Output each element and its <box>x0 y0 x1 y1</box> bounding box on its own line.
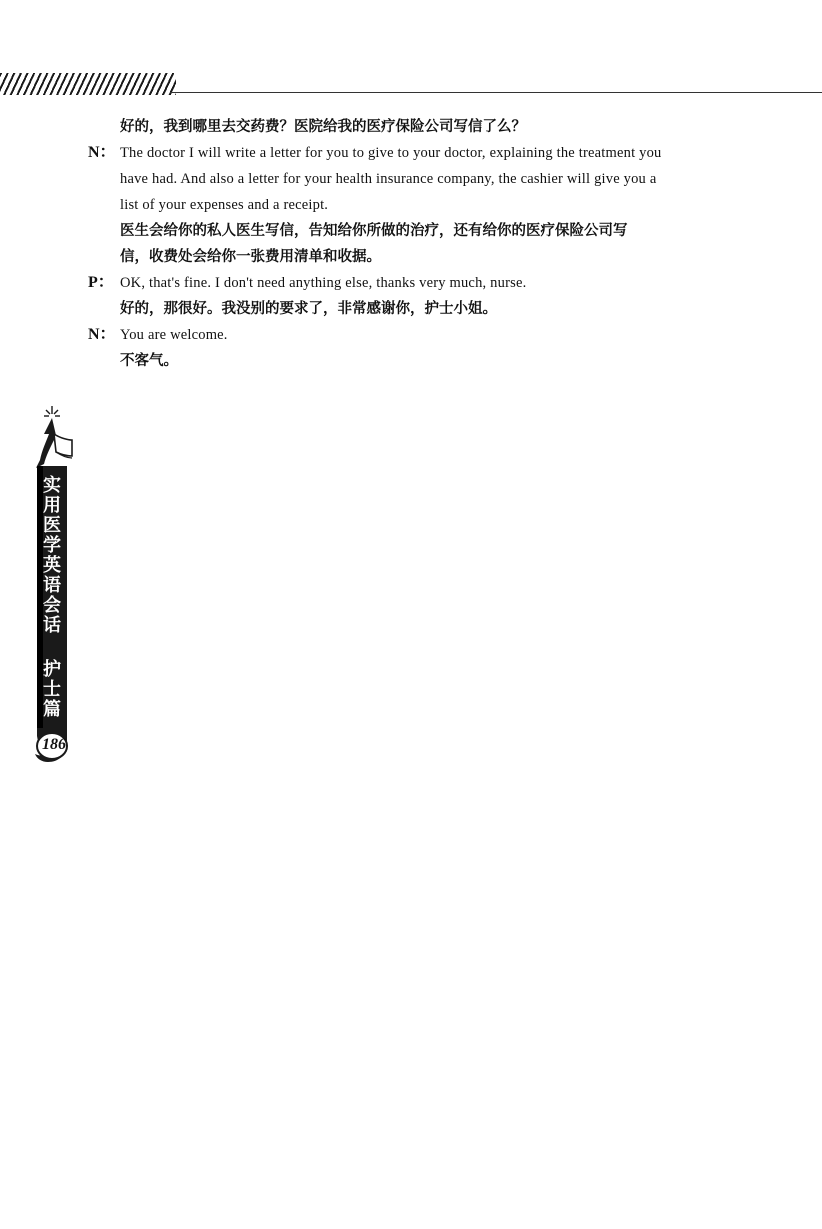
book-subtitle-vertical: 护士篇 <box>43 659 61 720</box>
english-line-1: OK, that's fine. I don't need anything else, thanks very much, nurse. <box>120 275 527 291</box>
dialogue-turn-nurse <box>88 140 748 218</box>
english-line <box>120 270 748 296</box>
cn-translation: 好的，我到哪里去交药费？医院给我的医疗保险公司写信了么？ <box>120 119 526 135</box>
speaker-label: N： <box>88 326 116 343</box>
book-title-vertical: 实用医学英语会话 <box>43 475 61 636</box>
english-line <box>120 140 748 218</box>
english-line-3: list of your expenses and a receipt. <box>120 197 329 213</box>
cn-translation: 好的，那很好。我没别的要求了，非常感谢你，护士小姐。 <box>120 301 497 317</box>
english-line-1: The doctor I will write a letter for you to give to your doctor, explaining the treatment you <box>120 145 662 161</box>
cn-translation: 不客气。 <box>120 353 178 369</box>
side-tab <box>30 404 78 774</box>
english-line-2: have had. And also a letter for your health insurance company, the cashier will give you a <box>120 171 657 187</box>
cn-translation: 医生会给你的私人医生写信，告知给你所做的治疗，还有给你的医疗保险公司写 <box>120 223 628 239</box>
page-number: 186 <box>42 736 66 753</box>
english-line <box>120 322 748 348</box>
cn-translation: 信，收费处会给你一张费用清单和收据。 <box>120 249 381 265</box>
speaker-label: N： <box>88 144 116 161</box>
header-rule <box>170 92 822 93</box>
dialogue-body <box>88 114 748 374</box>
dialogue-turn-nurse <box>88 322 748 348</box>
dialogue-turn-patient <box>88 270 748 296</box>
header-hatch-pattern <box>0 73 176 95</box>
speaker-label: P： <box>88 274 114 291</box>
english-line-1: You are welcome. <box>120 327 228 343</box>
